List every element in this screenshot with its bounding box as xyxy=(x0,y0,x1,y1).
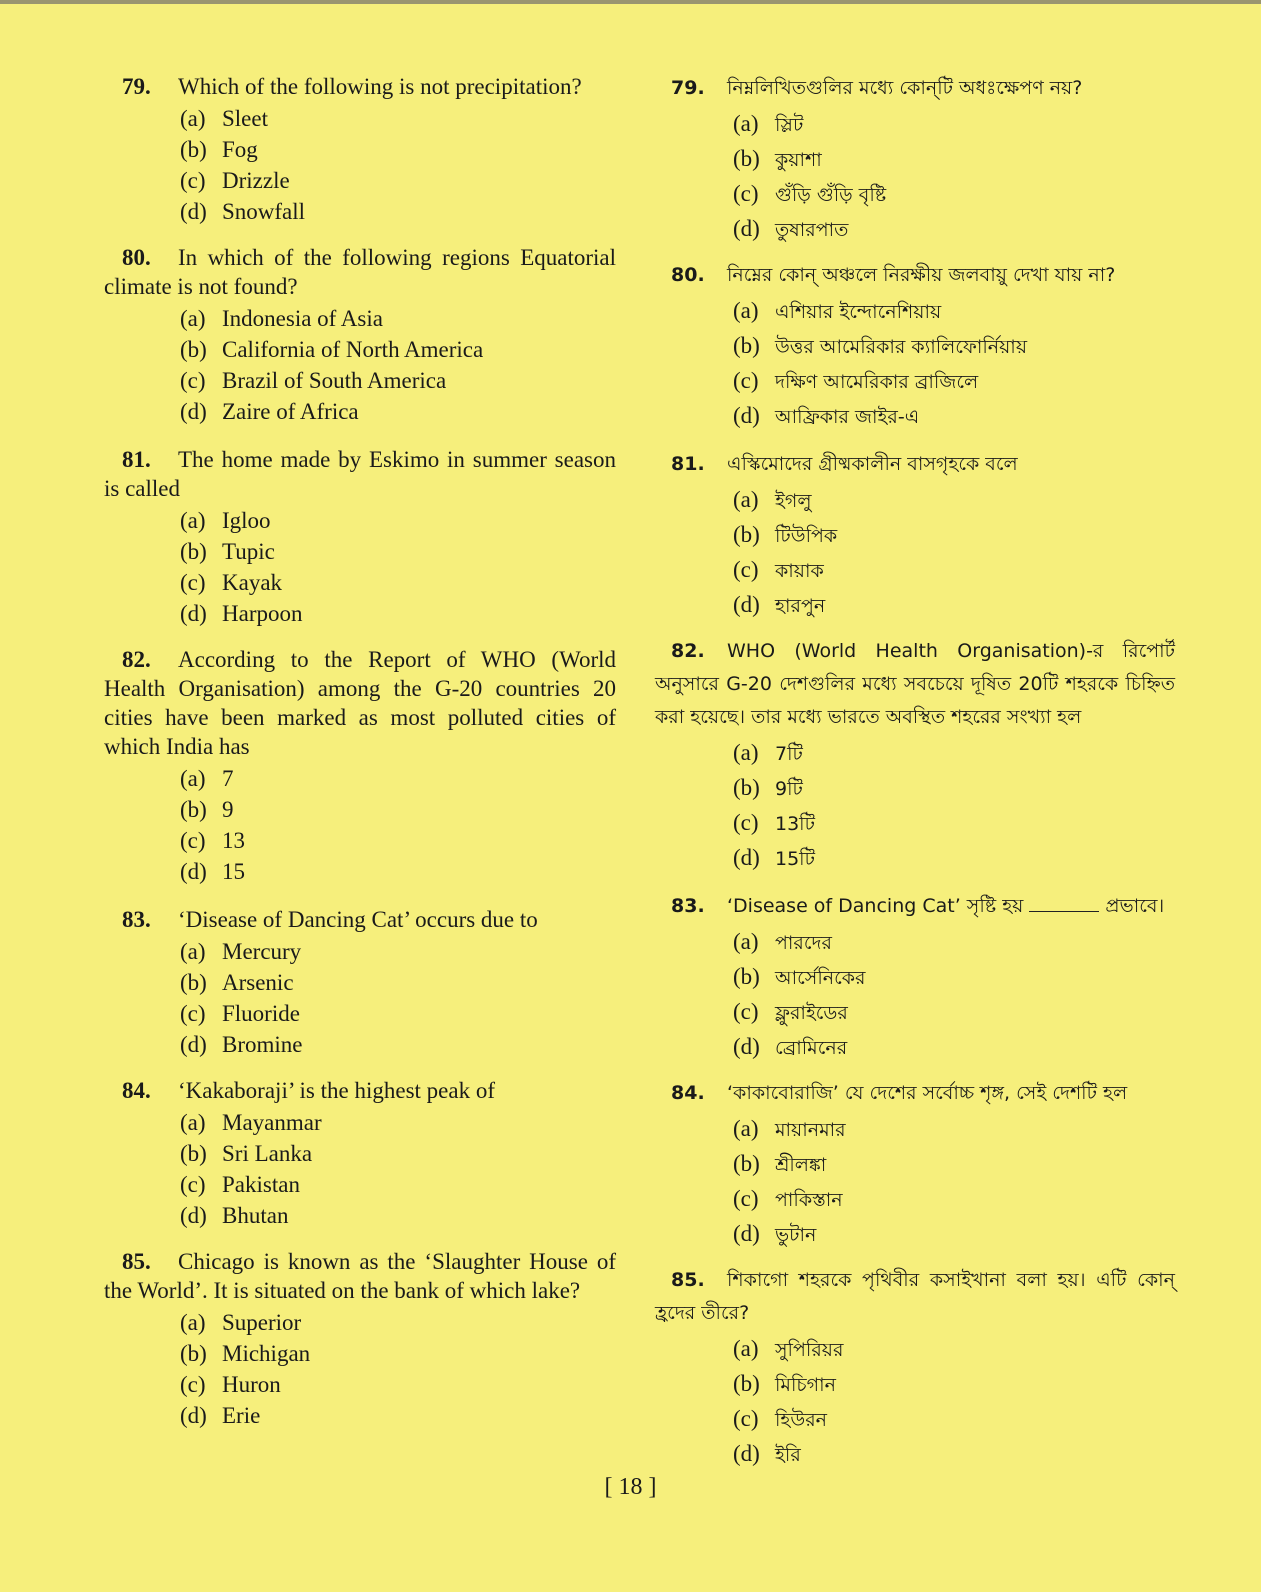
option-label: (d) xyxy=(180,1403,207,1428)
option-text: পাকিস্তান xyxy=(775,1189,843,1211)
option-label: (b) xyxy=(733,964,760,989)
question-stem: ‘Disease of Dancing Cat’ সৃষ্টি হয় xyxy=(727,895,1024,917)
question-text xyxy=(104,445,616,503)
option-item xyxy=(655,212,1175,247)
question-block xyxy=(104,445,616,629)
option-label: (b) xyxy=(180,337,207,362)
option-label: (d) xyxy=(180,199,207,224)
option-text: কুয়াশা xyxy=(775,149,822,171)
option-label: (a) xyxy=(180,306,206,331)
option-item xyxy=(104,303,616,334)
option-label: (a) xyxy=(180,508,206,533)
option-text: 15টি xyxy=(775,848,815,870)
option-item xyxy=(655,1217,1175,1252)
option-label: (c) xyxy=(180,828,206,853)
question-block xyxy=(104,645,616,887)
question-stem: Which of the following is not precipitation? xyxy=(178,74,582,99)
option-label: (b) xyxy=(180,539,207,564)
option-item xyxy=(104,763,616,794)
option-text: 9 xyxy=(222,797,234,822)
option-label: (b) xyxy=(180,1341,207,1366)
option-text: আফ্রিকার জাইর-এ xyxy=(775,406,920,428)
option-item xyxy=(104,365,616,396)
option-text: Kayak xyxy=(222,570,283,595)
option-text: Bhutan xyxy=(222,1203,289,1228)
option-text: Erie xyxy=(222,1403,261,1428)
question-stem: ‘কাকাবোরাজি’ যে দেশের সর্বোচ্চ শৃঙ্গ, সেই দেশটি হল xyxy=(727,1082,1128,1104)
option-item xyxy=(655,1332,1175,1367)
option-label: (c) xyxy=(733,557,759,582)
option-label: (b) xyxy=(180,1141,207,1166)
option-item xyxy=(655,960,1175,995)
question-block xyxy=(655,890,1175,1065)
option-item xyxy=(104,998,616,1029)
option-item xyxy=(655,483,1175,518)
option-label: (d) xyxy=(180,601,207,626)
option-text: ব্রোমিনের xyxy=(775,1037,848,1059)
option-label: (a) xyxy=(733,1116,759,1141)
option-text: দক্ষিণ আমেরিকার ব্রাজিলে xyxy=(775,371,979,393)
question-number: 81. xyxy=(671,453,705,475)
option-text: ফ্লুরাইডের xyxy=(775,1002,848,1024)
question-number: 79. xyxy=(122,74,151,99)
option-item xyxy=(655,1437,1175,1472)
option-item xyxy=(655,1147,1175,1182)
option-label: (d) xyxy=(733,1441,760,1466)
option-item xyxy=(104,1169,616,1200)
option-item xyxy=(655,107,1175,142)
question-block xyxy=(655,635,1175,876)
option-text: হারপুন xyxy=(775,595,826,617)
question-text xyxy=(655,259,1175,292)
option-text: California of North America xyxy=(222,337,484,362)
question-block xyxy=(104,72,616,227)
question-text xyxy=(104,1247,616,1305)
option-item xyxy=(104,1107,616,1138)
option-text: Fluoride xyxy=(222,1001,300,1026)
option-item xyxy=(655,518,1175,553)
option-label: (d) xyxy=(733,1221,760,1246)
option-label: (a) xyxy=(733,740,759,765)
options-list xyxy=(655,1112,1175,1252)
option-text: 15 xyxy=(222,859,245,884)
option-item xyxy=(655,142,1175,177)
question-text xyxy=(655,72,1175,105)
option-text: Pakistan xyxy=(222,1172,300,1197)
option-label: (c) xyxy=(733,999,759,1024)
option-text: টিউপিক xyxy=(775,525,838,547)
option-label: (c) xyxy=(180,570,206,595)
question-stem: ‘Disease of Dancing Cat’ occurs due to xyxy=(178,907,538,932)
option-item xyxy=(104,1200,616,1231)
option-text: Michigan xyxy=(222,1341,311,1366)
question-text xyxy=(655,448,1175,481)
option-label: (b) xyxy=(733,1371,760,1396)
options-list xyxy=(655,1332,1175,1472)
option-item xyxy=(655,177,1175,212)
option-text: Bromine xyxy=(222,1032,303,1057)
option-text: Sri Lanka xyxy=(222,1141,313,1166)
option-item xyxy=(655,925,1175,960)
answer-blank xyxy=(1029,911,1099,912)
option-item xyxy=(104,1029,616,1060)
top-border xyxy=(0,0,1261,4)
question-text xyxy=(104,1076,616,1105)
option-text: Indonesia of Asia xyxy=(222,306,383,331)
option-label: (c) xyxy=(180,168,206,193)
option-label: (a) xyxy=(180,1110,206,1135)
options-list xyxy=(655,107,1175,247)
question-number: 83. xyxy=(122,907,151,932)
options-list xyxy=(104,505,616,629)
option-label: (a) xyxy=(733,487,759,512)
option-label: (b) xyxy=(733,1151,760,1176)
option-item xyxy=(655,364,1175,399)
option-item xyxy=(655,1182,1175,1217)
option-text: হিউরন xyxy=(775,1409,828,1431)
option-text: কায়াক xyxy=(775,560,824,582)
option-text: Harpoon xyxy=(222,601,303,626)
options-list xyxy=(104,1107,616,1231)
option-text: Brazil of South America xyxy=(222,368,447,393)
option-text: স্লিট xyxy=(775,114,804,136)
option-label: (b) xyxy=(733,146,760,171)
option-label: (d) xyxy=(733,403,760,428)
question-stem: শিকাগো শহরকে পৃথিবীর কসাইখানা বলা হয়। এটি কোন্‌ হ্রদের তীরে? xyxy=(655,1269,1175,1324)
option-text: 7 xyxy=(222,766,234,791)
option-label: (c) xyxy=(733,810,759,835)
option-text: এশিয়ার ইন্দোনেশিয়ায় xyxy=(775,301,942,323)
options-list xyxy=(655,294,1175,434)
option-label: (c) xyxy=(180,1001,206,1026)
option-item xyxy=(104,936,616,967)
question-number: 80. xyxy=(122,245,151,270)
option-item xyxy=(104,134,616,165)
option-label: (c) xyxy=(180,368,206,393)
option-item xyxy=(104,856,616,887)
option-text: আর্সেনিকের xyxy=(775,967,866,989)
option-label: (d) xyxy=(180,1203,207,1228)
question-block xyxy=(655,72,1175,247)
option-label: (b) xyxy=(733,775,760,800)
option-item xyxy=(104,536,616,567)
option-text: 9টি xyxy=(775,778,803,800)
question-stem: The home made by Eskimo in summer season is called xyxy=(104,447,616,501)
options-list xyxy=(104,1307,616,1431)
option-text: উত্তর আমেরিকার ক্যালিফোর্নিয়ায় xyxy=(775,336,1028,358)
option-item xyxy=(104,1369,616,1400)
option-item xyxy=(104,567,616,598)
question-text xyxy=(104,645,616,761)
option-label: (d) xyxy=(733,1034,760,1059)
option-text: ভুটান xyxy=(775,1224,817,1246)
option-text: শ্রীলঙ্কা xyxy=(775,1154,827,1176)
option-text: Mayanmar xyxy=(222,1110,322,1135)
option-item xyxy=(655,399,1175,434)
question-number: 81. xyxy=(122,447,151,472)
question-stem: নিম্নলিখিতগুলির মধ্যে কোন্‌টি অধঃক্ষেপণ নয়? xyxy=(727,77,1083,99)
options-list xyxy=(104,103,616,227)
option-item xyxy=(655,1367,1175,1402)
question-block xyxy=(104,905,616,1060)
option-text: ইগলু xyxy=(775,490,812,512)
option-label: (a) xyxy=(733,111,759,136)
option-item xyxy=(655,841,1175,876)
option-item xyxy=(104,825,616,856)
options-list xyxy=(104,303,616,427)
option-text: Sleet xyxy=(222,106,268,131)
option-label: (a) xyxy=(180,106,206,131)
option-text: Zaire of Africa xyxy=(222,399,359,424)
option-label: (d) xyxy=(180,1032,207,1057)
option-label: (d) xyxy=(733,216,760,241)
options-list xyxy=(655,925,1175,1065)
option-text: Huron xyxy=(222,1372,281,1397)
question-text xyxy=(655,1264,1175,1330)
option-label: (b) xyxy=(733,522,760,547)
question-text xyxy=(104,243,616,301)
option-item xyxy=(655,329,1175,364)
options-list xyxy=(655,736,1175,876)
question-number: 85. xyxy=(122,1249,151,1274)
option-text: Tupic xyxy=(222,539,275,564)
question-stem-end: প্রভাবে। xyxy=(1105,895,1165,917)
option-item xyxy=(104,396,616,427)
question-stem: নিম্নের কোন্‌ অঞ্চলে নিরক্ষীয় জলবায়ু দেখা যায় না? xyxy=(727,264,1116,286)
option-label: (c) xyxy=(180,1172,206,1197)
question-stem: WHO (World Health Organisation)-র রিপোর্ট অনুসারে G-20 দেশগুলির মধ্যে সবচেয়ে দূষিত 20টি শহরকে চিহ্নিত করা হয়েছে। তার মধ্যে ভারতে অবস্থিত শহরের সংখ্যা হল xyxy=(655,640,1175,728)
option-text: ইরি xyxy=(775,1444,801,1466)
question-number: 83. xyxy=(671,895,705,917)
question-number: 82. xyxy=(122,647,151,672)
option-item xyxy=(655,553,1175,588)
option-label: (d) xyxy=(180,399,207,424)
option-item xyxy=(104,165,616,196)
question-text xyxy=(104,72,616,101)
option-text: Drizzle xyxy=(222,168,290,193)
option-label: (a) xyxy=(733,929,759,954)
question-stem: Chicago is known as the ‘Slaughter House of the World’. It is situated on the bank of which lake? xyxy=(104,1249,616,1303)
option-text: তুষারপাত xyxy=(775,219,849,241)
option-label: (c) xyxy=(180,1372,206,1397)
option-item xyxy=(655,736,1175,771)
question-block xyxy=(104,1247,616,1431)
option-text: Igloo xyxy=(222,508,271,533)
option-label: (a) xyxy=(733,298,759,323)
option-label: (d) xyxy=(733,845,760,870)
option-label: (b) xyxy=(180,970,207,995)
question-stem: In which of the following regions Equatorial climate is not found? xyxy=(104,245,616,299)
option-label: (a) xyxy=(733,1336,759,1361)
question-block xyxy=(655,1264,1175,1472)
option-label: (d) xyxy=(733,592,760,617)
option-label: (a) xyxy=(180,1310,206,1335)
options-list xyxy=(104,936,616,1060)
option-label: (b) xyxy=(733,333,760,358)
question-block xyxy=(655,1077,1175,1252)
option-label: (c) xyxy=(733,368,759,393)
option-label: (d) xyxy=(180,859,207,884)
page-number: [ 18 ] xyxy=(604,1474,657,1500)
option-item xyxy=(104,1338,616,1369)
option-item xyxy=(104,196,616,227)
question-text xyxy=(655,635,1175,734)
question-block xyxy=(104,1076,616,1231)
option-text: 7টি xyxy=(775,743,803,765)
option-text: 13টি xyxy=(775,813,815,835)
option-text: মায়ানমার xyxy=(775,1119,846,1141)
option-item xyxy=(104,1400,616,1431)
option-text: Snowfall xyxy=(222,199,306,224)
question-number: 85. xyxy=(671,1269,705,1291)
option-item xyxy=(104,334,616,365)
question-number: 79. xyxy=(671,77,705,99)
option-item xyxy=(655,588,1175,623)
question-text xyxy=(104,905,616,934)
option-item xyxy=(104,1307,616,1338)
option-item xyxy=(104,598,616,629)
bengali-column xyxy=(655,72,1175,1472)
question-stem: এস্কিমোদের গ্রীষ্মকালীন বাসগৃহকে বলে xyxy=(727,453,1018,475)
option-label: (a) xyxy=(180,939,206,964)
question-block xyxy=(655,259,1175,434)
option-item xyxy=(655,1112,1175,1147)
question-number: 82. xyxy=(671,640,705,662)
option-item xyxy=(655,1402,1175,1437)
option-label: (a) xyxy=(180,766,206,791)
option-text: Mercury xyxy=(222,939,302,964)
option-label: (b) xyxy=(180,137,207,162)
option-item xyxy=(655,995,1175,1030)
question-text xyxy=(655,1077,1175,1110)
question-block xyxy=(104,243,616,427)
options-list xyxy=(655,483,1175,623)
option-item xyxy=(655,1030,1175,1065)
option-text: পারদের xyxy=(775,932,832,954)
option-text: Arsenic xyxy=(222,970,294,995)
option-text: সুপিরিয়র xyxy=(775,1339,844,1361)
option-text: গুঁড়ি গুঁড়ি বৃষ্টি xyxy=(775,184,887,206)
question-stem: ‘Kakaboraji’ is the highest peak of xyxy=(178,1078,495,1103)
option-label: (b) xyxy=(180,797,207,822)
question-number: 80. xyxy=(671,264,705,286)
question-number: 84. xyxy=(122,1078,151,1103)
question-number: 84. xyxy=(671,1082,705,1104)
option-item xyxy=(104,505,616,536)
option-label: (c) xyxy=(733,181,759,206)
question-stem: According to the Report of WHO (World Health Organisation) among the G-20 countries 20 cities have been marked as most polluted cities of which India has xyxy=(104,647,616,759)
question-block xyxy=(655,448,1175,623)
option-item xyxy=(655,771,1175,806)
option-text: Fog xyxy=(222,137,258,162)
option-item xyxy=(655,806,1175,841)
option-item xyxy=(104,103,616,134)
options-list xyxy=(104,763,616,887)
english-column xyxy=(104,72,616,1431)
option-text: 13 xyxy=(222,828,245,853)
option-label: (c) xyxy=(733,1186,759,1211)
option-text: Superior xyxy=(222,1310,302,1335)
question-text xyxy=(655,890,1175,923)
option-item xyxy=(104,794,616,825)
option-item xyxy=(104,1138,616,1169)
option-item xyxy=(104,967,616,998)
option-item xyxy=(655,294,1175,329)
option-label: (c) xyxy=(733,1406,759,1431)
option-text: মিচিগান xyxy=(775,1374,836,1396)
